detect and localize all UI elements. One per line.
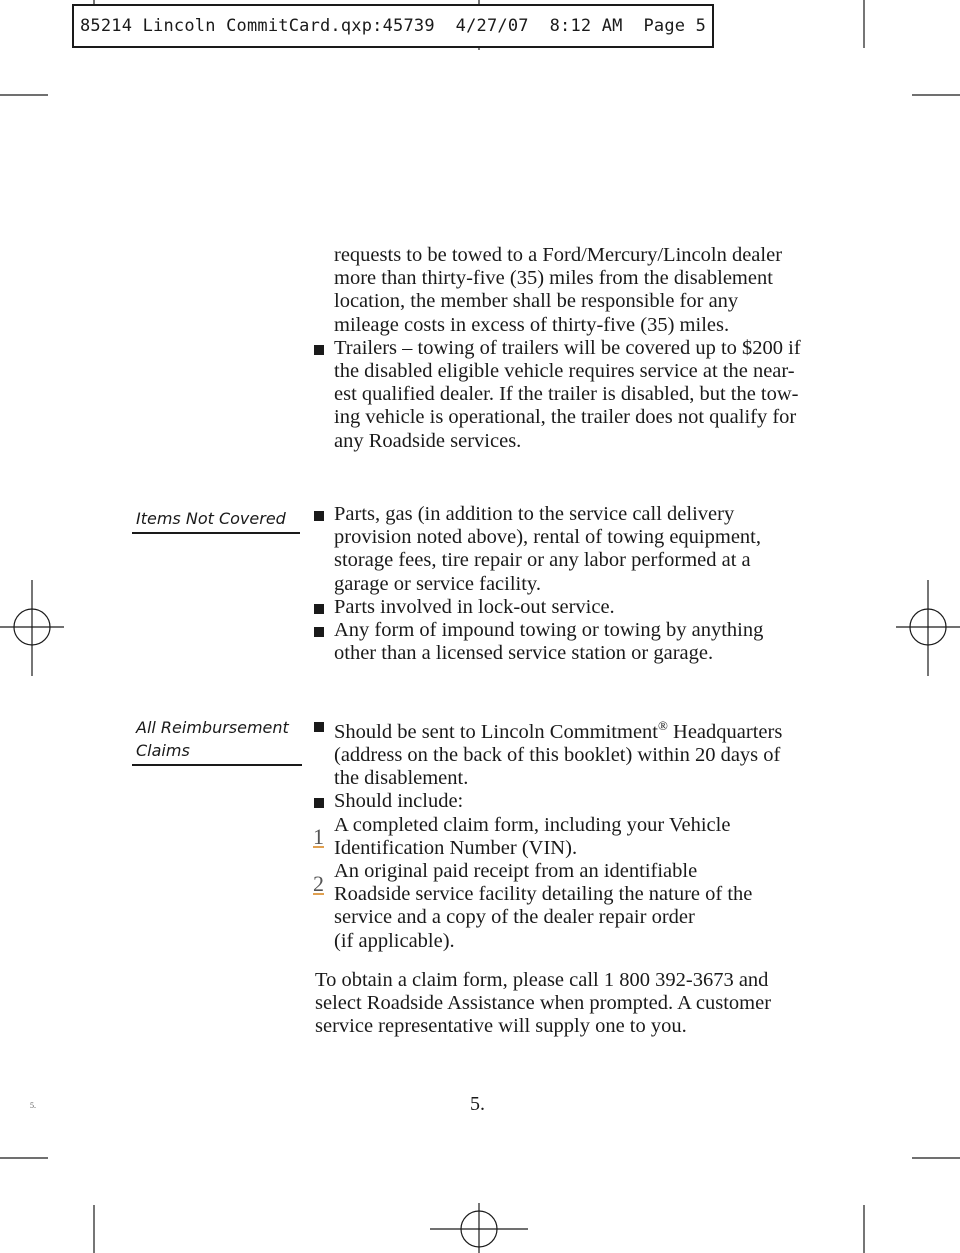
- bullet-item-parts-gas: [312, 503, 812, 596]
- continued-paragraph: [312, 244, 812, 337]
- text-line: garage or service facility.: [334, 572, 541, 595]
- text-line: (address on the back of this booklet) within 20 days of: [334, 744, 781, 767]
- text-line: An original paid receipt from an identifiable: [334, 860, 698, 883]
- square-bullet-icon: [314, 345, 324, 355]
- square-bullet-icon: [314, 627, 324, 637]
- text-line: mileage costs in excess of thirty-five (35) miles.: [334, 313, 730, 336]
- text-line: service and a copy of the dealer repair order: [334, 906, 695, 929]
- text-line: To obtain a claim form, please call 1 800 392-3673 and: [315, 969, 769, 991]
- sidehead-line: All Reimbursement: [136, 718, 289, 737]
- text-line: Parts involved in lock-out service.: [334, 595, 615, 618]
- footnote-marker-2: 2: [313, 871, 324, 896]
- sidehead-reimbursement-claims: [136, 716, 306, 762]
- bullet-item-trailers: [312, 337, 812, 453]
- footnote-marker-1: 1: [313, 824, 324, 849]
- text-line: (if applicable).: [334, 929, 455, 952]
- text-line: location, the member shall be responsible for any: [334, 290, 739, 313]
- sidehead-items-not-covered: Items Not Covered: [136, 509, 286, 528]
- text-line: A completed claim form, including your Vehicle: [334, 813, 731, 836]
- text-line: Any form of impound towing or towing by anything: [334, 619, 764, 642]
- text-run: Headquarters: [667, 720, 783, 743]
- text-line: [334, 714, 812, 744]
- section-reimbursement: [312, 714, 812, 953]
- text-line: the disabled eligible vehicle requires service at the near-: [334, 360, 795, 383]
- registered-mark: ®: [658, 718, 668, 733]
- square-bullet-icon: [314, 511, 324, 521]
- page-number: 5.: [470, 1093, 485, 1115]
- text-line: est qualified dealer. If the trailer is disabled, but the tow-: [334, 383, 799, 406]
- sidehead-line: Claims: [136, 741, 190, 760]
- text-line: requests to be towed to a Ford/Mercury/Lincoln dealer: [334, 244, 783, 266]
- text-line: any Roadside services.: [334, 429, 522, 452]
- text-line: service representative will supply one to you.: [315, 1015, 687, 1038]
- text-line: other than a licensed service station or garage.: [334, 642, 714, 665]
- sidehead-rule: [132, 764, 302, 766]
- text-line: ing vehicle is operational, the trailer does not qualify for: [334, 406, 797, 429]
- text-line: more than thirty-five (35) miles from the disablement: [334, 267, 773, 290]
- text-line: Trailers – towing of trailers will be covered up to $200 if: [334, 336, 801, 359]
- bullet-item-lockout: [312, 596, 812, 619]
- square-bullet-icon: [314, 604, 324, 614]
- text-line: Roadside service facility detailing the nature of the: [334, 883, 753, 906]
- text-run: Should be sent to Lincoln Commitment: [334, 720, 658, 743]
- corner-page-mark: 5.: [30, 1101, 36, 1110]
- text-line: the disablement.: [334, 767, 469, 790]
- square-bullet-icon: [314, 798, 324, 808]
- bullet-item-impound: [312, 619, 812, 665]
- section-items-not-covered: [312, 503, 812, 665]
- text-line: Parts, gas (in addition to the service call delivery: [334, 503, 735, 525]
- bullet-item-should-include: [312, 790, 812, 952]
- section-towing-continued: [312, 244, 812, 453]
- square-bullet-icon: [314, 722, 324, 732]
- closing-paragraph: [315, 969, 835, 1039]
- text-line: Identification Number (VIN).: [334, 836, 578, 859]
- text-line: storage fees, tire repair or any labor performed at a: [334, 549, 751, 572]
- text-line: provision noted above), rental of towing equipment,: [334, 526, 761, 549]
- file-slug-header: 85214 Lincoln CommitCard.qxp:45739 4/27/07 8:12 AM Page 5: [72, 4, 714, 48]
- bullet-item-send-to-hq: [312, 714, 812, 790]
- text-line: select Roadside Assistance when prompted. A customer: [315, 992, 772, 1015]
- text-line: Should include:: [334, 790, 464, 813]
- sidehead-rule: [132, 532, 300, 534]
